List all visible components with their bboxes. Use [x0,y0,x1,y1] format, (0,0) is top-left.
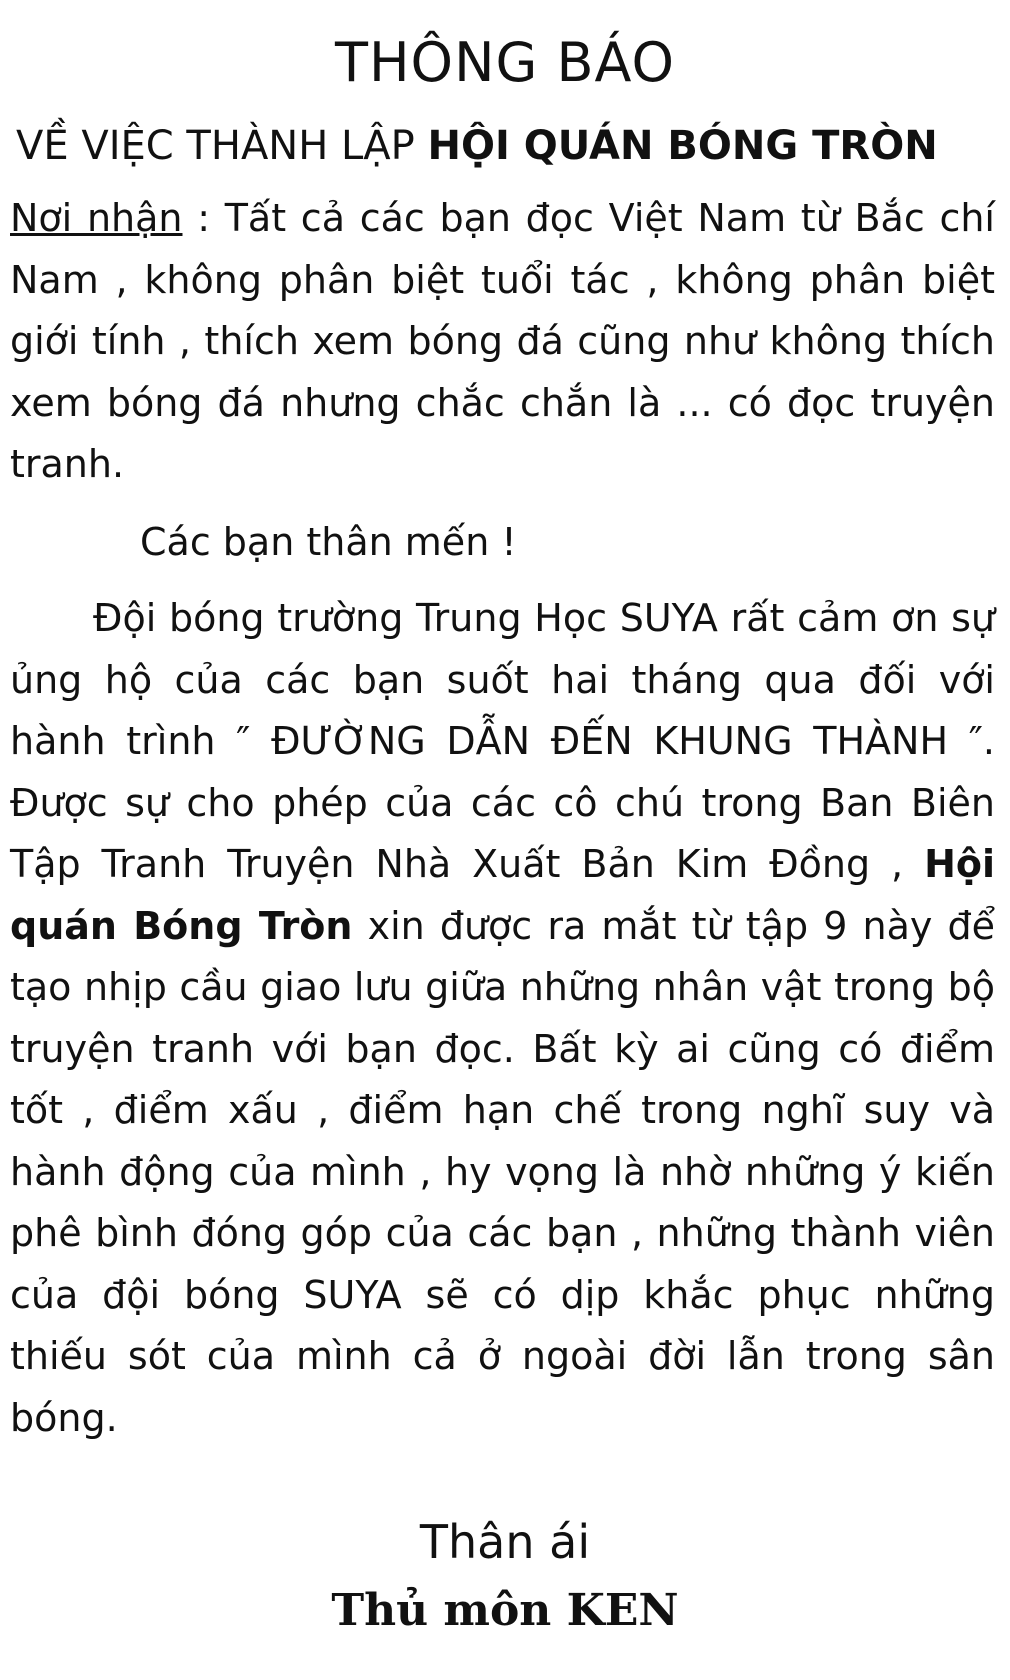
body-paragraph [10,588,995,1449]
notice-subtitle [16,116,996,176]
closing: Thân ái [419,1515,591,1569]
subtitle-prefix: VỀ VIỆC THÀNH LẬP [16,123,428,169]
signature: Thủ môn KEN [331,1585,679,1636]
body-text-part-1: Đội bóng trường Trung Học SUYA rất cảm ơn sự ủng hộ của các bạn suốt hai tháng qua đối với hành trình ″ ĐƯỜNG DẪN ĐẾN KHUNG THÀNH ″. Được sự cho phép của các cô chú trong Ban Biên Tập Tranh Truyện Nhà Xuất Bản Kim Đồng , [10,596,995,886]
recipients-label: Nơi nhận [10,196,183,240]
recipients-text: : Tất cả các bạn đọc Việt Nam từ Bắc chí Nam , không phân biệt tuổi tác , không phân biệt giới tính , thích xem bóng đá cũng như không thích xem bóng đá nhưng chắc chắn là ... có đọc truyện tranh. [10,196,995,486]
greeting: Các bạn thân mến ! [140,520,517,564]
subtitle-club-name: HỘI QUÁN BÓNG TRÒN [427,123,938,169]
recipients-paragraph [10,188,995,496]
body-text-part-2: xin được ra mắt từ tập 9 này để tạo nhịp cầu giao lưu giữa những nhân vật trong bộ truyện tranh với bạn đọc. Bất kỳ ai cũng có điểm tốt , điểm xấu , điểm hạn chế trong nghĩ suy và hành động của mình , hy vọng là nhờ những ý kiến phê bình đóng góp của các bạn , những thành viên của đội bóng SUYA sẽ có dịp khắc phục những thiếu sót của mình cả ở ngoài đời lẫn trong sân bóng. [10,903,995,1440]
notice-title: THÔNG BÁO [334,31,676,94]
body-club-name: Hội quán Bóng Tròn [10,842,995,948]
